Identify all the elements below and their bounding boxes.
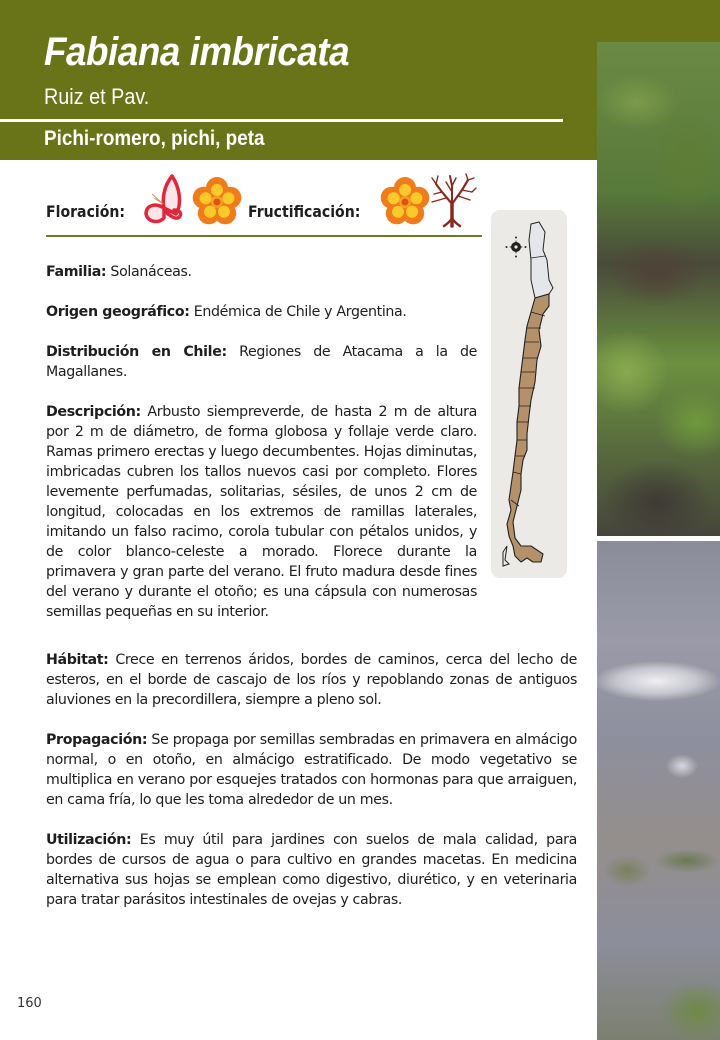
- fruiting-label: Fructificación:: [248, 202, 361, 221]
- section-text: Es muy útil para jardines con suelos de mala calidad, para bordes de cursos de agua o para cultivo en grandes macetas. En medicina alternativa sus hojas se emplean como digestivo, diurético, y en veterinaria para tratar parásitos intestinales de ovejas y cabras.: [46, 832, 577, 908]
- page-number: 160: [17, 996, 42, 1011]
- section-utilizacion: [46, 830, 577, 910]
- section-habitat: [46, 650, 577, 710]
- section-familia: [46, 262, 477, 282]
- common-names: Pichi-romero, pichi, peta: [44, 127, 265, 150]
- species-header: [0, 0, 597, 160]
- species-author: Ruiz et Pav.: [44, 84, 150, 109]
- section-label: Origen geográfico:: [46, 304, 190, 320]
- section-label: Descripción:: [46, 404, 141, 420]
- flower-icon: [380, 176, 430, 232]
- butterfly-icon: [142, 174, 188, 232]
- section-text: Regiones de Atacama a la de Magallanes.: [46, 344, 478, 380]
- species-details: [46, 650, 577, 930]
- phenology-divider: [46, 235, 482, 237]
- chile-map-icon: [491, 210, 567, 578]
- section-distribucion: [46, 342, 477, 382]
- flowering-label: Floración:: [46, 202, 126, 221]
- section-text: Arbusto siempreverde, de hasta 2 m de altura por 2 m de diámetro, de forma globosa y follaje verde claro. Ramas primero erectas y luego decumbentes. Hojas diminutas, imbricadas cubren los tallos nuevos casi por completo. Flores levemente perfumadas, solitarias, sésiles, de unos 2 cm de longitud, colocadas en los extremos de ramillas laterales, imitando un falso racimo, corola tubular con pétalos unidos, y de color blanco-celeste a morado. Florece durante la primavera y gran parte del verano. El fruto madura desde fines del verano y durante el otoño; es una cápsula con numerosas semillas pequeñas en su interior.: [46, 404, 477, 620]
- section-propagacion: [46, 730, 577, 810]
- bare-tree-icon: [428, 172, 478, 232]
- section-origen: [46, 302, 477, 322]
- species-title: Fabiana imbricata: [44, 30, 350, 74]
- phenology-row: [46, 172, 482, 234]
- section-label: Distribución en Chile:: [46, 344, 227, 360]
- section-descripcion: [46, 402, 477, 622]
- section-label: Utilización:: [46, 832, 132, 848]
- section-label: Familia:: [46, 264, 107, 280]
- section-text: Crece en terrenos áridos, bordes de caminos, cerca del lecho de esteros, en el borde de cascajo de los ríos y repoblando zonas de antiguos aluviones en la precordillera, siempre a pleno sol.: [46, 652, 577, 708]
- header-divider: [0, 119, 563, 122]
- flower-icon: [192, 176, 242, 232]
- section-label: Propagación:: [46, 732, 148, 748]
- distribution-map: [491, 210, 567, 578]
- plant-photo-shrub: [597, 42, 720, 536]
- species-description: [46, 262, 477, 642]
- section-label: Hábitat:: [46, 652, 109, 668]
- section-text: Endémica de Chile y Argentina.: [189, 304, 407, 320]
- plant-photo-habitat: [597, 541, 720, 1040]
- section-text: Se propaga por semillas sembradas en primavera en almácigo normal, o en otoño, en almácigo estratificado. De modo vegetativo se multiplica en verano por esquejes tratados con hormonas para que arraiguen, en cama fría, lo que les toma alrededor de un mes.: [46, 732, 577, 808]
- section-text: Solanáceas.: [106, 264, 192, 280]
